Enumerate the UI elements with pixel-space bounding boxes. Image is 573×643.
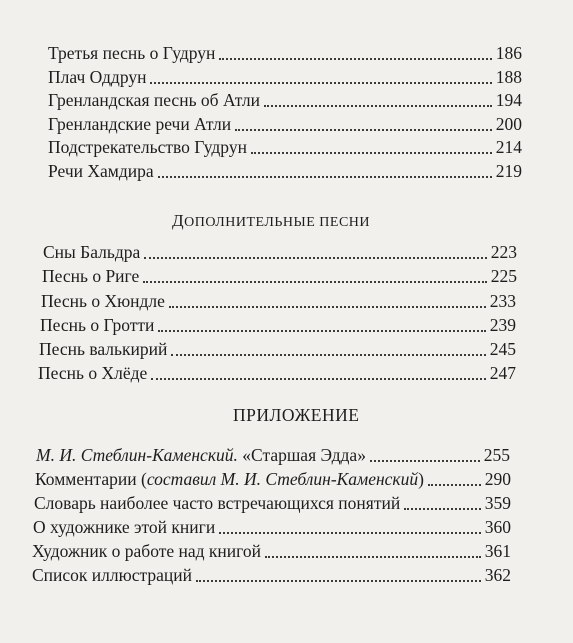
toc-entry-page: 200 (495, 114, 522, 134)
dot-leader (428, 483, 481, 486)
toc-entry-plain: Комментарии ( (35, 469, 147, 489)
toc-entry (48, 136, 522, 158)
toc-entry-page: 239 (489, 315, 516, 335)
toc-entry-end: ) (418, 469, 424, 489)
toc-entry-page: 362 (484, 565, 511, 585)
toc-entry-page: 361 (484, 541, 511, 561)
toc-entry (43, 241, 517, 263)
heading-initial: Д (172, 211, 185, 230)
toc-entry-title: Плач Оддрун (48, 67, 147, 87)
dot-leader (150, 81, 491, 84)
toc-entry (48, 89, 522, 111)
toc-entry (36, 444, 510, 466)
dot-leader (370, 459, 480, 462)
toc-entry-page: 225 (490, 266, 517, 286)
toc-entry-page: 359 (484, 493, 511, 513)
toc-entry-page: 188 (495, 67, 522, 87)
section-heading (172, 210, 370, 234)
toc-entry (35, 468, 511, 490)
toc-entry-title: Песнь о Хюндле (41, 291, 165, 311)
toc-entry (48, 160, 522, 182)
toc-entry-title: Песнь о Гротти (40, 315, 155, 335)
toc-entry-title: Песнь валькирий (39, 339, 168, 359)
section-heading: ПРИЛОЖЕНИЕ (233, 405, 360, 425)
toc-entry (48, 66, 522, 88)
toc-entry-page: 214 (495, 137, 522, 157)
dot-leader (151, 377, 485, 380)
dot-leader (171, 353, 485, 356)
toc-entry-title: О художнике этой книги (33, 517, 216, 537)
toc-entry-title: Подстрекательство Гудрун (48, 137, 247, 157)
dot-leader (158, 329, 485, 332)
toc-entry-italic: составил М. И. Стеблин-Каменский (146, 469, 419, 489)
toc-entry (48, 42, 522, 64)
toc-entry-page: 247 (489, 363, 516, 383)
toc-entry-title: Гренландские речи Атли (48, 114, 232, 134)
toc-entry-title: Словарь наиболее часто встречающихся понятий (34, 493, 401, 513)
toc-entry-title: Художник о работе над книгой (32, 541, 262, 561)
toc-entry (40, 314, 516, 336)
toc-entry-title: Список иллюстраций (32, 565, 192, 585)
dot-leader (235, 128, 492, 131)
toc-entry-title: Речи Хамдира (48, 161, 154, 181)
toc-entry-work: «Старшая Эдда» (237, 445, 366, 465)
toc-entry-title (35, 468, 424, 490)
dot-leader (251, 151, 492, 154)
toc-entry-page: 223 (490, 242, 517, 262)
toc-entry-page: 219 (495, 161, 522, 181)
toc-entry (42, 265, 517, 287)
toc-entry-page: 290 (484, 469, 511, 489)
toc-entry (33, 516, 511, 538)
toc-entry-title: Песнь о Хлёде (38, 363, 148, 383)
toc-entry (32, 540, 511, 562)
toc-entry-title: Гренландская песнь об Атли (48, 90, 261, 110)
dot-leader (265, 555, 481, 558)
dot-leader (219, 531, 481, 534)
dot-leader (169, 305, 486, 308)
toc-entry-author: М. И. Стеблин-Каменский. (36, 445, 238, 465)
toc-entry-page: 255 (483, 445, 510, 465)
toc-entry (41, 290, 516, 312)
toc-entry (34, 492, 511, 514)
dot-leader (144, 256, 486, 259)
toc-entry (48, 113, 522, 135)
toc-entry-page: 360 (484, 517, 511, 537)
toc-entry (39, 338, 516, 360)
toc-entry-page: 186 (495, 43, 522, 63)
dot-leader (158, 175, 492, 178)
toc-entry (38, 362, 516, 384)
toc-entry-title: Третья песнь о Гудрун (48, 43, 216, 63)
toc-entry-title: Песнь о Риге (42, 266, 140, 286)
heading-rest: ОПОЛНИТЕЛЬНЫЕ ПЕСНИ (184, 215, 371, 230)
toc-entry-page: 233 (489, 291, 516, 311)
toc-entry-title (36, 444, 366, 466)
dot-leader (196, 579, 481, 582)
dot-leader (264, 104, 492, 107)
dot-leader (219, 57, 491, 60)
toc-entry-page: 245 (489, 339, 516, 359)
dot-leader (404, 507, 481, 510)
toc-entry (32, 564, 511, 586)
toc-entry-page: 194 (495, 90, 522, 110)
toc-entry-title: Сны Бальдра (43, 242, 141, 262)
dot-leader (143, 280, 486, 283)
